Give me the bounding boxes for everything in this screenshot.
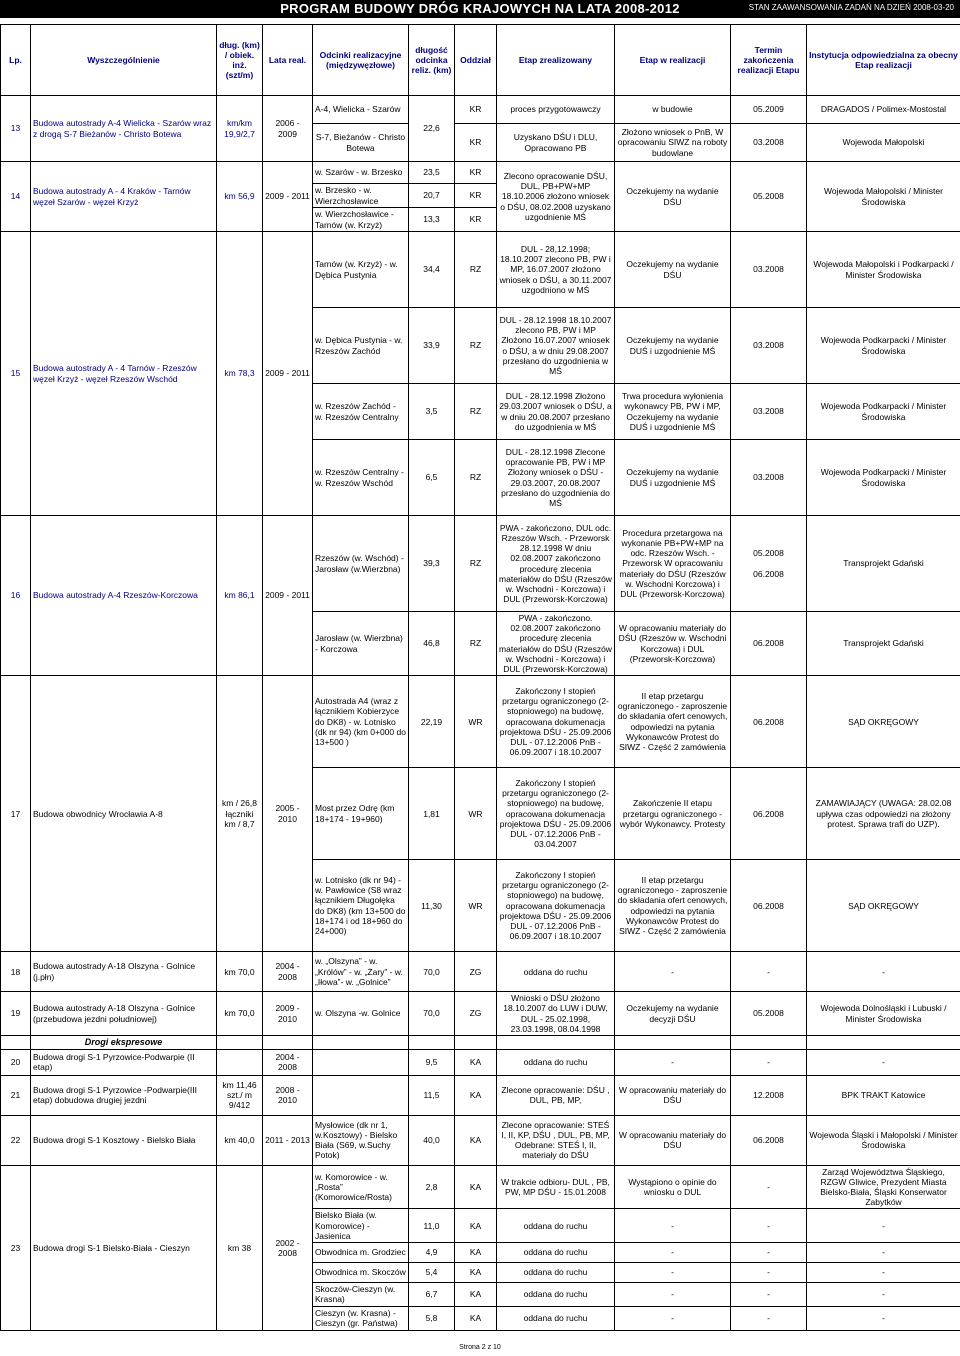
- name-cell: Budowa autostrady A-18 Olszyna - Golnice (przebudowa jezdni południowej): [31, 992, 217, 1036]
- table-row: [1, 952, 960, 992]
- length-cell: km 11,46 szt./ m 9/412: [217, 1075, 263, 1115]
- col-name: Wyszczególnienie: [31, 25, 217, 96]
- seg-length-cell: 9,5: [409, 1049, 455, 1075]
- table-row: [1, 1075, 960, 1115]
- term-cell: 06.2008: [731, 1115, 807, 1165]
- seg-length-cell: 6,5: [409, 440, 455, 516]
- lp-cell: 21: [1, 1075, 31, 1115]
- done-cell: Zlecono opracowanie DŚU, DUL, PB+PW+MP 18.10.2006 złożono wniosek o DŚU, 08.02.2008 uzyskano uzgodnienie MŚ: [497, 162, 615, 232]
- branch-cell: RZ: [455, 440, 497, 516]
- table-row: [1, 676, 960, 768]
- branch-cell: KA: [455, 1262, 497, 1282]
- done-cell: proces przygotowawczy: [497, 96, 615, 124]
- status-date: STAN ZAAWANSOWANIA ZADAŃ NA DZIEŃ 2008-03-20: [748, 3, 954, 12]
- term-cell: -: [731, 1282, 807, 1306]
- col-inprog: Etap w realizacji: [615, 25, 731, 96]
- segment-cell: Tarnów (w. Krzyż) - w. Dębica Pustynia: [313, 232, 409, 308]
- institution-cell: Wojewoda Dolnośląski i Lubuski / Minister Środowiska: [807, 992, 960, 1036]
- length-cell: km 78,3: [217, 232, 263, 516]
- segment-cell: w. Olszyna -w. Golnice: [313, 992, 409, 1036]
- institution-cell: Wojewoda Podkarpacki / Minister Środowiska: [807, 308, 960, 384]
- table-row: [1, 1165, 960, 1209]
- branch-cell: KR: [455, 162, 497, 184]
- years-cell: 2005 - 2010: [263, 676, 313, 952]
- term-date: 06.2008: [753, 568, 784, 579]
- seg-length-cell: 70,0: [409, 952, 455, 992]
- col-seg-length: długość odcinka reliz. (km): [409, 25, 455, 96]
- institution-cell: Wojewoda Małopolski: [807, 124, 960, 162]
- branch-cell: RZ: [455, 384, 497, 440]
- term-cell: -: [731, 1242, 807, 1262]
- institution-cell: Zarząd Województwa Śląskiego, RZGW Gliwice, Prezydent Miasta Bielsko-Biała, Śląski Konserwator Zabytków: [807, 1165, 960, 1209]
- inprog-cell: -: [615, 1209, 731, 1243]
- segment-cell: S-7, Bieżanów - Christo Botewa: [313, 124, 409, 162]
- years-cell: 2009 - 2010: [263, 992, 313, 1036]
- branch-cell: KA: [455, 1049, 497, 1075]
- inprog-cell: Oczekujemy na wydanie DUŚ i uzgodnienie MŚ: [615, 308, 731, 384]
- done-cell: Uzyskano DŚU i DLU, Opracowano PB: [497, 124, 615, 162]
- term-cell: 12.2008: [731, 1075, 807, 1115]
- branch-cell: KA: [455, 1209, 497, 1243]
- done-cell: oddana do ruchu: [497, 1209, 615, 1243]
- inprog-cell: Złożono wniosek o PnB, W opracowaniu SIWZ na roboty budowlane: [615, 124, 731, 162]
- years-cell: 2009 - 2011: [263, 516, 313, 676]
- segment-cell: w. Dębica Pustynia - w. Rzeszów Zachód: [313, 308, 409, 384]
- name-cell: Budowa autostrady A-4 Wielicka - Szarów wraz z drogą S-7 Bieżanów - Christo Botewa: [31, 96, 217, 162]
- lp-cell: 17: [1, 676, 31, 952]
- table-row: [1, 96, 960, 124]
- seg-length-cell: 4,9: [409, 1242, 455, 1262]
- length-cell: km 86,1: [217, 516, 263, 676]
- done-cell: Zakończony I stopień przetargu ograniczonego (2-stopniowego) na budowę, opracowana dokumenacja projektowa DŚU - 25.09.2006 DUL - 07.12.2006 PnB - 03.04.2007: [497, 768, 615, 860]
- institution-cell: SĄD OKRĘGOWY: [807, 676, 960, 768]
- inprog-cell: II etap przetargu ograniczonego - zaproszenie do składania ofert cenowych, odpowiedzi na pytania Wykonawców Protest do SIWZ - Część 2 zamówienia: [615, 860, 731, 952]
- segment-cell: Rzeszów (w. Wschód) - Jarosław (w.Wierzbna): [313, 516, 409, 612]
- branch-cell: ZG: [455, 952, 497, 992]
- done-cell: PWA - zakończono. 02.08.2007 zakończono procedurę zlecenia materiałów do DŚU (Rzeszów w. Wschodni - Korczowa) i DUL (Przeworsk-Korczowa): [497, 612, 615, 676]
- inprog-cell: W opracowaniu materiały do DŚU (Rzeszów w. Wschodni Korczowa) i DUL (Przeworsk-Korczowa): [615, 612, 731, 676]
- institution-cell: Wojewoda Małopolski / Minister Środowiska: [807, 162, 960, 232]
- years-cell: 2004 - 2008: [263, 1049, 313, 1075]
- institution-cell: -: [807, 1209, 960, 1243]
- inprog-cell: Oczekujemy na wydanie DŚU: [615, 162, 731, 232]
- branch-cell: RZ: [455, 232, 497, 308]
- term-cell: 03.2008: [731, 384, 807, 440]
- institution-cell: Wojewoda Śląski i Małopolski / Minister Środowiska: [807, 1115, 960, 1165]
- years-cell: 2009 - 2011: [263, 162, 313, 232]
- branch-cell: KR: [455, 124, 497, 162]
- program-table: [0, 24, 960, 1331]
- col-lp: Lp.: [1, 25, 31, 96]
- inprog-cell: W opracowaniu materiały do DŚU: [615, 1115, 731, 1165]
- name-cell: Budowa autostrady A-4 Rzeszów-Korczowa: [31, 516, 217, 676]
- done-cell: oddana do ruchu: [497, 1306, 615, 1330]
- term-cell: [731, 516, 807, 612]
- segment-cell: Mysłowice (dk nr 1, w.Kosztowy) - Bielsko Biała (S69, w.Suchy Potok): [313, 1115, 409, 1165]
- segment-cell: Autostrada A4 (wraz z łącznikiem Kobierzyce do DK8) - w. Lotnisko (dk nr 94) (km 0+000 do 13+500 ): [313, 676, 409, 768]
- lp-cell: 13: [1, 96, 31, 162]
- inprog-cell: II etap przetargu ograniczonego - zaproszenie do składania ofert cenowych, odpowiedzi na pytania Wykonawców Protest do SIWZ - Część 2 zamówienia: [615, 676, 731, 768]
- segment-cell: w. Szarów - w. Brzesko: [313, 162, 409, 184]
- seg-length-cell: 3,5: [409, 384, 455, 440]
- segment-cell: Cieszyn (w. Krasna) - Cieszyn (gr. Państwa): [313, 1306, 409, 1330]
- institution-cell: ZAMAWIAJĄCY (UWAGA: 28.02.08 upływa czas odpowiedzi na złożony protest. Sprawa trafi do UZP).: [807, 768, 960, 860]
- segment-cell: [313, 1075, 409, 1115]
- length-cell: km / 26,8 łączniki km / 8,7: [217, 676, 263, 952]
- done-cell: Zakończony I stopień przetargu ograniczonego (2-stopniowego) na budowę, opracowana dokumenacja projektowa DŚU - 25.09.2006 DUL - 07.12.2006 PnB - 06.09.2007 i 18.10.2007: [497, 676, 615, 768]
- lp-cell: 20: [1, 1049, 31, 1075]
- segment-cell: Jarosław (w. Wierzbna) - Korczowa: [313, 612, 409, 676]
- seg-length-cell: 2,8: [409, 1165, 455, 1209]
- length-cell: km 40,0: [217, 1115, 263, 1165]
- term-cell: 06.2008: [731, 768, 807, 860]
- years-cell: 2011 - 2013: [263, 1115, 313, 1165]
- seg-length-cell: 20,7: [409, 184, 455, 208]
- years-cell: 2006 - 2009: [263, 96, 313, 162]
- institution-cell: Transprojekt Gdański: [807, 516, 960, 612]
- branch-cell: KA: [455, 1115, 497, 1165]
- title-bar: [0, 0, 960, 18]
- lp-cell: 23: [1, 1165, 31, 1330]
- segment-cell: Obwodnica m. Grodziec: [313, 1242, 409, 1262]
- inprog-cell: -: [615, 1049, 731, 1075]
- years-cell: 2009 - 2011: [263, 232, 313, 516]
- inprog-cell: Oczekujemy na wydanie DŚU: [615, 232, 731, 308]
- done-cell: oddana do ruchu: [497, 1049, 615, 1075]
- seg-length-cell: 11,0: [409, 1209, 455, 1243]
- lp-cell: 15: [1, 232, 31, 516]
- inprog-cell: -: [615, 952, 731, 992]
- done-cell: DUL - 28.12.1998 Złożono 29.03.2007 wniosek o DŚU, a w dniu 20.08.2007 przesłano do uzgodnienia w MŚ: [497, 384, 615, 440]
- branch-cell: KR: [455, 184, 497, 208]
- done-cell: oddana do ruchu: [497, 1262, 615, 1282]
- term-cell: -: [731, 952, 807, 992]
- term-cell: 05.2009: [731, 96, 807, 124]
- term-cell: 03.2008: [731, 232, 807, 308]
- branch-cell: WR: [455, 768, 497, 860]
- term-date: 05.2008: [753, 548, 784, 559]
- institution-cell: -: [807, 1282, 960, 1306]
- lp-cell: 14: [1, 162, 31, 232]
- done-cell: Wnioski o DŚU złożono 18.10.2007 do LUW i DUW, DUL - 25.02.1998, 23.03.1998, 08.04.1998: [497, 992, 615, 1036]
- seg-length-cell: 40,0: [409, 1115, 455, 1165]
- institution-cell: SĄD OKRĘGOWY: [807, 860, 960, 952]
- seg-length-cell: 11,5: [409, 1075, 455, 1115]
- term-cell: 03.2008: [731, 308, 807, 384]
- col-segments: Odcinki realizacyjne (międzywęzłowe): [313, 25, 409, 96]
- branch-cell: WR: [455, 860, 497, 952]
- institution-cell: -: [807, 1049, 960, 1075]
- inprog-cell: Oczekujemy na wydanie DUŚ i uzgodnienie MŚ: [615, 440, 731, 516]
- seg-length-cell: 33,9: [409, 308, 455, 384]
- branch-cell: KR: [455, 96, 497, 124]
- name-cell: Budowa drogi S-1 Bielsko-Biała - Cieszyn: [31, 1165, 217, 1330]
- lp-cell: 18: [1, 952, 31, 992]
- inprog-cell: W opracowaniu materiały do DŚU: [615, 1075, 731, 1115]
- table-row: [1, 162, 960, 184]
- segment-cell: w. Wierzchosławice - Tarnów (w. Krzyż): [313, 208, 409, 232]
- col-term: Termin zakończenia realizacji Etapu: [731, 25, 807, 96]
- term-cell: -: [731, 1262, 807, 1282]
- table-row: [1, 232, 960, 308]
- institution-cell: Wojewoda Małopolski i Podkarpacki / Minister Środowiska: [807, 232, 960, 308]
- name-cell: Budowa drogi S-1 Pyrzowice -Podwarpie(III etap) dobudowa drugiej jezdni: [31, 1075, 217, 1115]
- branch-cell: RZ: [455, 612, 497, 676]
- inprog-cell: -: [615, 1282, 731, 1306]
- seg-length-cell: 5,8: [409, 1306, 455, 1330]
- seg-length-cell: 11,30: [409, 860, 455, 952]
- term-cell: 06.2008: [731, 860, 807, 952]
- page-title: PROGRAM BUDOWY DRÓG KRAJOWYCH NA LATA 2008-2012: [280, 1, 680, 16]
- institution-cell: DRAGADOS / Polimex-Mostostal: [807, 96, 960, 124]
- table-row: [1, 1049, 960, 1075]
- inprog-cell: -: [615, 1306, 731, 1330]
- segment-cell: A-4, Wielicka - Szarów: [313, 96, 409, 124]
- seg-length-cell: 6,7: [409, 1282, 455, 1306]
- segment-cell: [313, 1049, 409, 1075]
- done-cell: Zakończony I stopień przetargu ograniczonego (2-stopniowego) na budowę, opracowana dokumenacja projektowa DŚU - 25.09.2006 DUL - 07.12.2006 PnB - 06.09.2007 i 18.10.2007: [497, 860, 615, 952]
- institution-cell: -: [807, 1262, 960, 1282]
- name-cell: Budowa autostrady A-18 Olszyna - Golnice (j.płn): [31, 952, 217, 992]
- seg-length-cell: 1,81: [409, 768, 455, 860]
- table-row: [1, 1115, 960, 1165]
- segment-cell: Most przez Odrę (km 18+174 - 19+960): [313, 768, 409, 860]
- inprog-cell: Oczekujemy na wydanie decyzji DŚU: [615, 992, 731, 1036]
- name-cell: Budowa drogi S-1 Pyrzowice-Podwarpie (II etap): [31, 1049, 217, 1075]
- segment-cell: w. Brzesko - w. Wierzchosławice: [313, 184, 409, 208]
- years-cell: 2008 - 2010: [263, 1075, 313, 1115]
- inprog-cell: Procedura przetargowa na wykonanie PB+PW+MP na odc. Rzeszów Wsch. - Przeworsk W opracowaniu materiały do DŚU (Rzeszów w. Wschodni Korczowa) i DUL (Przeworsk-Korczowa): [615, 516, 731, 612]
- inprog-cell: Trwa procedura wyłonienia wykonawcy PB, PW i MP, Oczekujemy na wydanie DUŚ i uzgodnienie MŚ: [615, 384, 731, 440]
- col-length: dług. (km) / obiek. inż. (szt/m): [217, 25, 263, 96]
- branch-cell: KR: [455, 208, 497, 232]
- col-done: Etap zrealizowany: [497, 25, 615, 96]
- inprog-cell: Zakończenie II etapu przetargu ograniczonego - wybór Wykonawcy. Protesty: [615, 768, 731, 860]
- seg-length-cell: 22,6: [409, 96, 455, 162]
- length-cell: km/km 19,9/2,7: [217, 96, 263, 162]
- inprog-cell: -: [615, 1242, 731, 1262]
- name-cell: Budowa autostrady A - 4 Tarnów - Rzeszów węzeł Krzyż - węzeł Rzeszów Wschód: [31, 232, 217, 516]
- term-cell: -: [731, 1209, 807, 1243]
- seg-length-cell: 22,19: [409, 676, 455, 768]
- done-cell: Zlecone opracowanie: STEŚ I, II, KP, DŚU , DUL, PB, MP, Odebrane: STEŚ I, II, materiały do DŚU: [497, 1115, 615, 1165]
- done-cell: DUL - 28.12.1998 18.10.2007 zlecono PB, PW i MP Złożono 16.07.2007 wniosek o DŚU, a w dniu 29.08.2007 przesłano do uzgodnienia w MŚ: [497, 308, 615, 384]
- done-cell: oddana do ruchu: [497, 1282, 615, 1306]
- segment-cell: Bielsko Biała (w. Komorowice) - Jasienica: [313, 1209, 409, 1243]
- done-cell: PWA - zakończono, DUL odc. Rzeszów Wsch. - Przeworsk 28.12.1998 W dniu 02.08.2007 zakończono procedurę zlecenia materiałów do DŚU (Rzeszów w. Wschodni - Korczowa) i DUL (Przeworsk-Korczowa): [497, 516, 615, 612]
- name-cell: Budowa autostrady A - 4 Kraków - Tarnów węzeł Szarów - węzeł Krzyż: [31, 162, 217, 232]
- term-cell: 03.2008: [731, 440, 807, 516]
- seg-length-cell: 23,5: [409, 162, 455, 184]
- done-cell: oddana do ruchu: [497, 1242, 615, 1262]
- branch-cell: KA: [455, 1165, 497, 1209]
- segment-cell: w. Komorowice - w. „Rosta” (Komorowice/Rosta): [313, 1165, 409, 1209]
- institution-cell: -: [807, 952, 960, 992]
- length-cell: [217, 1049, 263, 1075]
- term-cell: 06.2008: [731, 676, 807, 768]
- term-cell: 03.2008: [731, 124, 807, 162]
- branch-cell: WR: [455, 676, 497, 768]
- term-cell: 05.2008: [731, 162, 807, 232]
- term-cell: -: [731, 1165, 807, 1209]
- lp-cell: 19: [1, 992, 31, 1036]
- length-cell: km 70,0: [217, 952, 263, 992]
- segment-cell: w. Lotnisko (dk nr 94) - w. Pawłowice (S8 wraz łącznikiem Długołęka do DK8) (km 13+500 do 18+174 i od 18+960 do 24+000): [313, 860, 409, 952]
- branch-cell: KA: [455, 1075, 497, 1115]
- section-row: [1, 1035, 960, 1049]
- name-cell: Budowa obwodnicy Wrocławia A-8: [31, 676, 217, 952]
- term-cell: 05.2008: [731, 992, 807, 1036]
- col-years: Lata real.: [263, 25, 313, 96]
- seg-length-cell: 39,3: [409, 516, 455, 612]
- segment-cell: w. „Olszyna” - w. „Królów” - w. „Żary” - w. „Iłowa”- w. „Golnice”: [313, 952, 409, 992]
- page-footer: Strona 2 z 10: [459, 1344, 501, 1351]
- done-cell: Zlecone opracowanie: DŚU , DUL, PB, MP,: [497, 1075, 615, 1115]
- inprog-cell: Wystąpiono o opinie do wniosku o DUL: [615, 1165, 731, 1209]
- inprog-cell: w budowie: [615, 96, 731, 124]
- done-cell: oddana do ruchu: [497, 952, 615, 992]
- branch-cell: KA: [455, 1282, 497, 1306]
- seg-length-cell: 5,4: [409, 1262, 455, 1282]
- seg-length-cell: 34,4: [409, 232, 455, 308]
- branch-cell: KA: [455, 1242, 497, 1262]
- segment-cell: w. Rzeszów Centralny - w. Rzeszów Wschód: [313, 440, 409, 516]
- col-institution: Instytucja odpowiedzialna za obecny Etap realizacji: [807, 25, 960, 96]
- seg-length-cell: 70,0: [409, 992, 455, 1036]
- seg-length-cell: 46,8: [409, 612, 455, 676]
- inprog-cell: -: [615, 1262, 731, 1282]
- institution-cell: -: [807, 1306, 960, 1330]
- table-row: [1, 516, 960, 612]
- lp-cell: 22: [1, 1115, 31, 1165]
- years-cell: 2002 - 2008: [263, 1165, 313, 1330]
- term-cell: -: [731, 1306, 807, 1330]
- seg-length-cell: 13,3: [409, 208, 455, 232]
- institution-cell: -: [807, 1242, 960, 1262]
- done-cell: DUL - 28,12.1998; 18.10.2007 zlecono PB, PW i MP, 16.07.2007 złożono wniosek o DŚU, a 30.11.2007 uzgodniono w MŚ: [497, 232, 615, 308]
- branch-cell: RZ: [455, 516, 497, 612]
- length-cell: km 38: [217, 1165, 263, 1330]
- segment-cell: w. Rzeszów Zachód - w. Rzeszów Centralny: [313, 384, 409, 440]
- years-cell: 2004 - 2008: [263, 952, 313, 992]
- institution-cell: Wojewoda Podkarpacki / Minister Środowiska: [807, 440, 960, 516]
- branch-cell: ZG: [455, 992, 497, 1036]
- header-row: [1, 25, 960, 96]
- lp-cell: 16: [1, 516, 31, 676]
- length-cell: km 56,9: [217, 162, 263, 232]
- table-row: [1, 992, 960, 1036]
- institution-cell: Wojewoda Podkarpacki / Minister Środowiska: [807, 384, 960, 440]
- segment-cell: Obwodnica m. Skoczów: [313, 1262, 409, 1282]
- segment-cell: Skoczów-Cieszyn (w. Krasna): [313, 1282, 409, 1306]
- branch-cell: RZ: [455, 308, 497, 384]
- section-title: Drogi ekspresowe: [31, 1035, 217, 1049]
- term-cell: 06.2008: [731, 612, 807, 676]
- done-cell: DUL - 28.12.1998 Zlecone opracowanie PB, PW i MP Złożony wniosek o DŚU - 29.03.2007, 20.08.2007 przesłano do uzgodnienia do MŚ: [497, 440, 615, 516]
- name-cell: Budowa drogi S-1 Kosztowy - Bielsko Biała: [31, 1115, 217, 1165]
- institution-cell: Transprojekt Gdański: [807, 612, 960, 676]
- length-cell: km 70,0: [217, 992, 263, 1036]
- branch-cell: KA: [455, 1306, 497, 1330]
- done-cell: W trakcie odbioru- DUL , PB, PW, MP DŚU - 15.01.2008: [497, 1165, 615, 1209]
- col-branch: Oddział: [455, 25, 497, 96]
- institution-cell: BPK TRAKT Katowice: [807, 1075, 960, 1115]
- term-cell: -: [731, 1049, 807, 1075]
